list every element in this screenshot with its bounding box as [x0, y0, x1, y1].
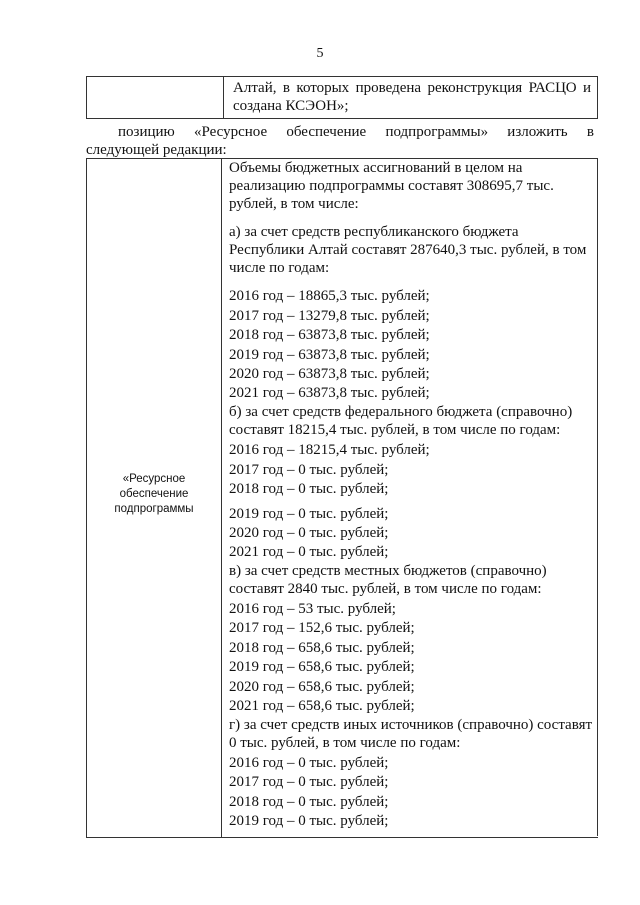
content-line: 2018 год – 63873,8 тыс. рублей;	[229, 327, 430, 343]
content-line: г) за счет средств иных источников (справочно) составят	[229, 717, 593, 733]
intro-word: изложить	[507, 124, 568, 140]
intro-word: позицию	[118, 124, 175, 140]
continuation-line-1: Алтай, в которых проведена реконструкция РАСЦО и	[233, 80, 591, 96]
content-line: 2020 год – 63873,8 тыс. рублей;	[229, 366, 430, 382]
content-line: Республики Алтай составят 287640,3 тыс. рублей, в том	[229, 242, 587, 258]
content-line: 2021 год – 658,6 тыс. рублей;	[229, 698, 415, 714]
content-line: 2017 год – 0 тыс. рублей;	[229, 774, 389, 790]
row-label-line: подпрограммы	[114, 503, 194, 515]
content-line: 2019 год – 658,6 тыс. рублей;	[229, 659, 415, 675]
content-line: 0 тыс. рублей, в том числе по годам:	[229, 735, 461, 751]
intro-paragraph-line-1	[118, 123, 594, 141]
content-line: Объемы бюджетных ассигнований в целом на	[229, 160, 523, 176]
intro-word: подпрограммы»	[385, 124, 489, 140]
row-label	[87, 472, 221, 517]
content-line: 2018 год – 0 тыс. рублей;	[229, 481, 389, 497]
content-line: а) за счет средств республиканского бюджета	[229, 224, 519, 240]
content-line: 2019 год – 0 тыс. рублей;	[229, 506, 389, 522]
column-divider	[221, 159, 222, 837]
content-line: 2016 год – 18215,4 тыс. рублей;	[229, 442, 430, 458]
content-line: 2016 год – 53 тыс. рублей;	[229, 601, 396, 617]
resource-table	[86, 158, 598, 838]
content-line: составят 2840 тыс. рублей, в том числе по годам:	[229, 581, 542, 597]
content-line: 2020 год – 0 тыс. рублей;	[229, 525, 389, 541]
continuation-table-row	[86, 76, 598, 119]
content-line: в) за счет средств местных бюджетов (справочно)	[229, 563, 547, 579]
row-label-line: обеспечение	[119, 488, 189, 500]
content-line: числе по годам:	[229, 260, 330, 276]
content-line: 2017 год – 152,6 тыс. рублей;	[229, 620, 415, 636]
intro-paragraph-line-2: следующей редакции:	[86, 142, 227, 158]
continuation-line-2: создана КСЭОН»;	[233, 98, 349, 114]
page-number: 5	[316, 46, 324, 61]
content-line: 2021 год – 63873,8 тыс. рублей;	[229, 385, 430, 401]
content-line: 2019 год – 63873,8 тыс. рублей;	[229, 347, 430, 363]
content-line: 2021 год – 0 тыс. рублей;	[229, 544, 389, 560]
content-line: реализацию подпрограммы составят 308695,7 тыс.	[229, 178, 554, 194]
content-line: 2020 год – 658,6 тыс. рублей;	[229, 679, 415, 695]
continuation-cell-text	[233, 79, 591, 115]
content-line: 2018 год – 658,6 тыс. рублей;	[229, 640, 415, 656]
intro-word: обеспечение	[286, 124, 367, 140]
content-line: б) за счет средств федерального бюджета (справочно)	[229, 404, 573, 420]
content-line: 2018 год – 0 тыс. рублей;	[229, 794, 389, 810]
content-line: 2016 год – 18865,3 тыс. рублей;	[229, 288, 430, 304]
content-line: 2019 год – 0 тыс. рублей;	[229, 813, 389, 829]
content-line: 2017 год – 13279,8 тыс. рублей;	[229, 308, 430, 324]
column-divider	[223, 77, 224, 118]
intro-word: в	[586, 124, 594, 140]
intro-word: «Ресурсное	[193, 124, 268, 140]
content-line: составят 18215,4 тыс. рублей, в том числе по годам:	[229, 422, 561, 438]
content-line: 2016 год – 0 тыс. рублей;	[229, 755, 389, 771]
content-line: 2017 год – 0 тыс. рублей;	[229, 462, 389, 478]
content-line: рублей, в том числе:	[229, 196, 359, 212]
table-right-border	[597, 159, 598, 836]
row-label-line: «Ресурсное	[122, 473, 186, 485]
